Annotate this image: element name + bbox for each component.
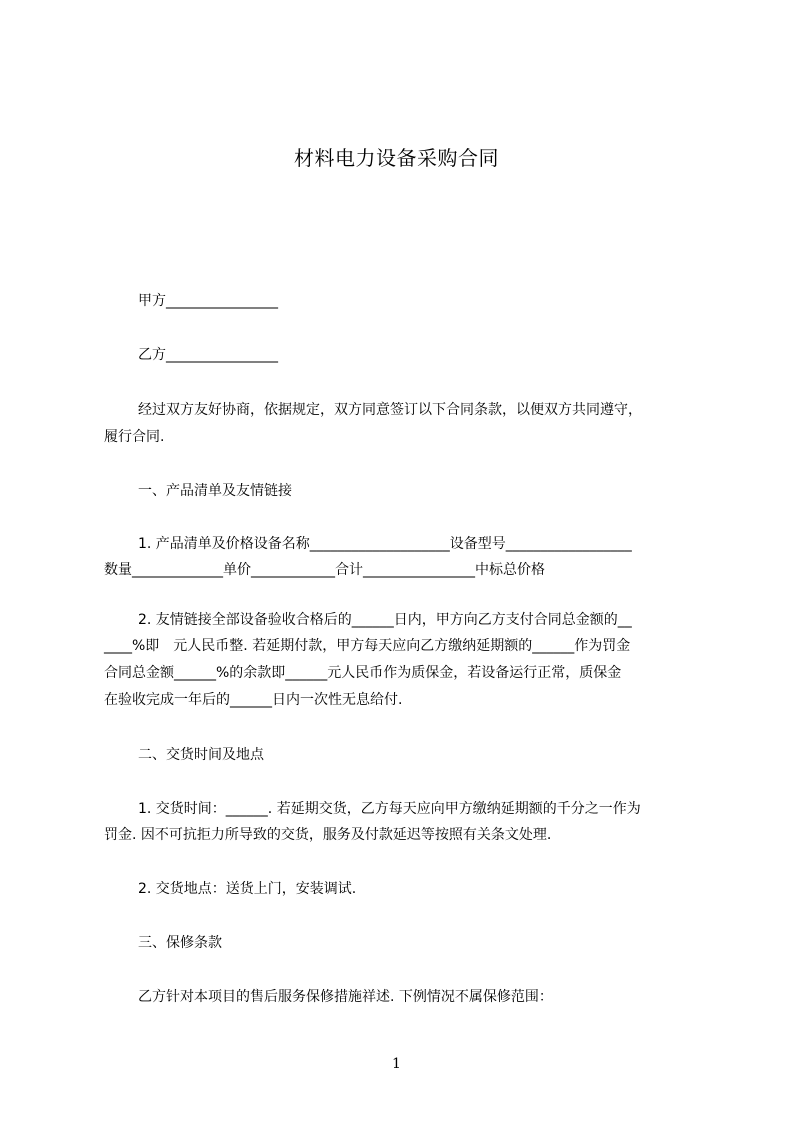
party-b-line: 乙方________________: [138, 347, 278, 363]
page-number: 1: [392, 1056, 401, 1072]
section-2-heading: 二、交货时间及地点: [138, 747, 264, 763]
item-1-2-line-2: ____%即 元人民币整. 若延期付款，甲方每天应向乙方缴纳延期额的______作为罚金: [104, 638, 631, 654]
document-title: 材料电力设备采购合同: [294, 146, 499, 170]
item-1-1-line-2: 数量_____________单价____________合计________________中标总价格: [104, 562, 545, 578]
item-2-1-line-1: 1. 交货时间：______. 若延期交货，乙方每天应向甲方缴纳延期额的千分之一作为: [138, 801, 641, 817]
item-2-1-line-2: 罚金. 因不可抗拒力所导致的交货，服务及付款延迟等按照有关条文处理.: [104, 827, 552, 843]
item-2-2: 2. 交货地点：送货上门，安装调试.: [138, 881, 357, 897]
item-1-2-line-1: 2. 友情链接全部设备验收合格后的______日内，甲方向乙方支付合同总金额的__: [138, 612, 632, 628]
intro-line-1: 经过双方友好协商，依据规定，双方同意签订以下合同条款，以便双方共同遵守，: [138, 402, 642, 418]
section-3-heading: 三、保修条款: [138, 935, 222, 951]
party-a-line: 甲方________________: [138, 293, 278, 309]
item-1-2-line-3: 合同总金额______%的余款即______元人民币作为质保金，若设备运行正常，质保金: [104, 665, 622, 681]
section-3-text: 乙方针对本项目的售后服务保修措施祥述. 下例情况不属保修范围：: [138, 989, 553, 1005]
item-1-2-line-4: 在验收完成一年后的______日内一次性无息给付.: [104, 692, 403, 708]
intro-line-2: 履行合同.: [104, 429, 165, 445]
section-1-heading: 一、产品清单及友情链接: [138, 483, 292, 499]
item-1-1-line-1: 1. 产品清单及价格设备名称____________________设备型号__________________: [138, 536, 632, 552]
